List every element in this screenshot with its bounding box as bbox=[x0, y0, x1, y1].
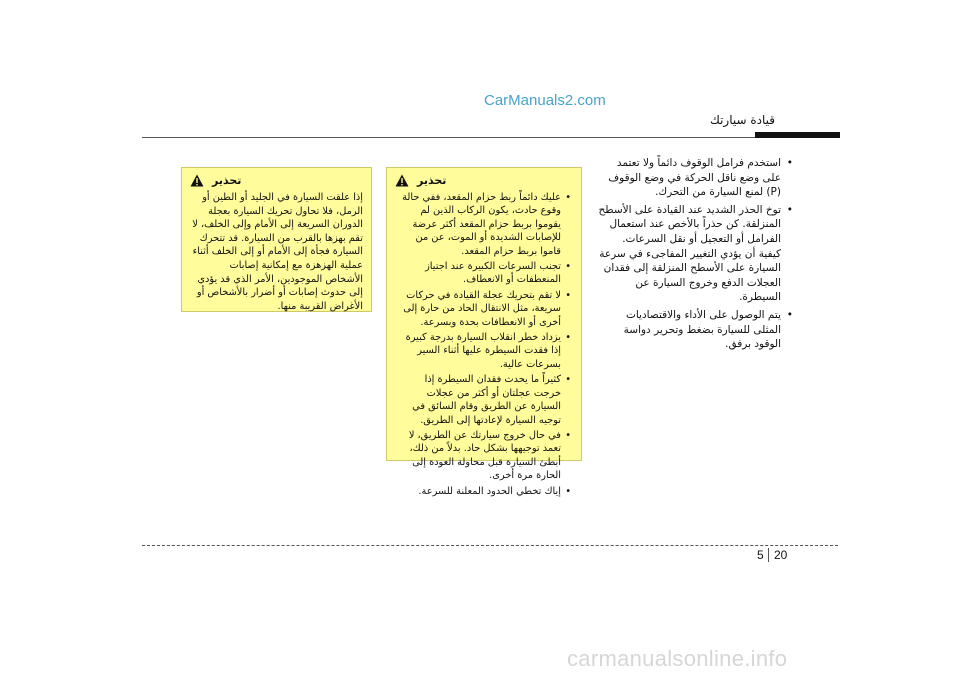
body-bullet-list bbox=[597, 156, 797, 355]
warning-item: • لا تقم بتحريك عجلة القيادة في حركات سريعة، مثل الانتقال الحاد من حارة إلى أخرى أو الانعطافات بحدة وبسرعة. bbox=[395, 289, 561, 329]
warning-item: • عليك دائماً ربط حزام المقعد، ففي حالة وقوع حادث، يكون الركاب الذين لم يقوموا بربط حزام المقعد أكثر عرضة للإصابات الشديدة أو الموت، عن من قاموا بربط حزام المقعد. bbox=[395, 191, 561, 258]
warning-item: • إياك تخطي الحدود المعلنة للسرعة. bbox=[395, 485, 561, 498]
header-rule-bar bbox=[755, 132, 840, 138]
body-bullet-item: • توخ الحذر الشديد عند القيادة على الأسطح المنزلقة. كن حذراً بالأخص عند استعمال الفرامل أو التعجيل أو نقل السرعات. كيفية أن يؤدي التغيير المفاجىء في سرعة السيارة على الأسطح المنزلقة إلى فقدان العجلات الدفع وخروج السيارة عن السيطرة. bbox=[597, 203, 781, 305]
warning-box-right bbox=[386, 167, 582, 497]
chapter-number: 5 bbox=[757, 548, 764, 562]
warning-item: • في حال خروج سيارتك عن الطريق، لا تعمد توجيهها بشكل حاد. بدلاً من ذلك، أبطئ السيارة قبل محاولة العودة إلى الحارة مرة أخرى. bbox=[395, 429, 561, 483]
page-number: 20 bbox=[774, 548, 788, 562]
warning-triangle-icon bbox=[190, 174, 204, 187]
warning-item: • تجنب السرعات الكبيرة عند اجتياز المنعطفات أو الانعطاف. bbox=[395, 260, 561, 287]
warning-item: • يزداد خطر انقلاب السيارة بدرجة كبيرة إذا فقدت السيطرة عليها أثناء السير بسرعات عالية. bbox=[395, 331, 561, 371]
watermark-bottom: carmanualsonline.info bbox=[567, 646, 788, 671]
body-bullet-item: • يتم الوصول على الأداء والاقتصاديات المثلى للسيارة بضغط وتحرير دواسة الوقود برفق. bbox=[597, 308, 781, 352]
header-rule bbox=[142, 137, 837, 138]
warning-item: • كثيراً ما يحدث فقدان السيطرة إذا خرجت عجلتان أو أكثر من عجلات السيارة عن الطريق وقام السائق في توجيه السيارة لإعادتها إلى الطريق. bbox=[395, 373, 561, 427]
footer-separator bbox=[768, 548, 769, 562]
warning-text: إذا علقت السيارة في الجليد أو الطين أو الرمل، فلا تحاول تحريك السيارة بعجلة الدوران السريعة إلى الأمام وإلى الخلف، لا تقم بهزها بالقرب من السيارة. قد تتحرك السيارة فجأة إلى الأمام أو إلى الخلف أثناء عملية الهزهزة مع إمكانية إصابات الأشخاص الموجودين، الأمر الذي قد يؤدي إلى حدوث إصابات أو أضرار بالأشخاص أو الأغراض القريبة منها. bbox=[192, 192, 363, 312]
warning-header bbox=[395, 174, 573, 187]
warning-list bbox=[395, 191, 573, 498]
footer-rule bbox=[142, 545, 838, 546]
warning-label: تحذير bbox=[417, 174, 447, 187]
body-bullet-item: • استخدم فرامل الوقوف دائماً ولا تعتمد على وضع ناقل الحركة في وضع الوقوف (P) لمنع السيارة من التحرك. bbox=[597, 156, 781, 200]
warning-label: تحذير bbox=[212, 174, 242, 187]
section-title: قيادة سيارتك bbox=[709, 113, 775, 127]
watermark-top: CarManuals2.com bbox=[484, 92, 606, 109]
warning-triangle-icon bbox=[395, 174, 409, 187]
warning-header bbox=[190, 174, 363, 187]
warning-box-left bbox=[181, 167, 372, 312]
